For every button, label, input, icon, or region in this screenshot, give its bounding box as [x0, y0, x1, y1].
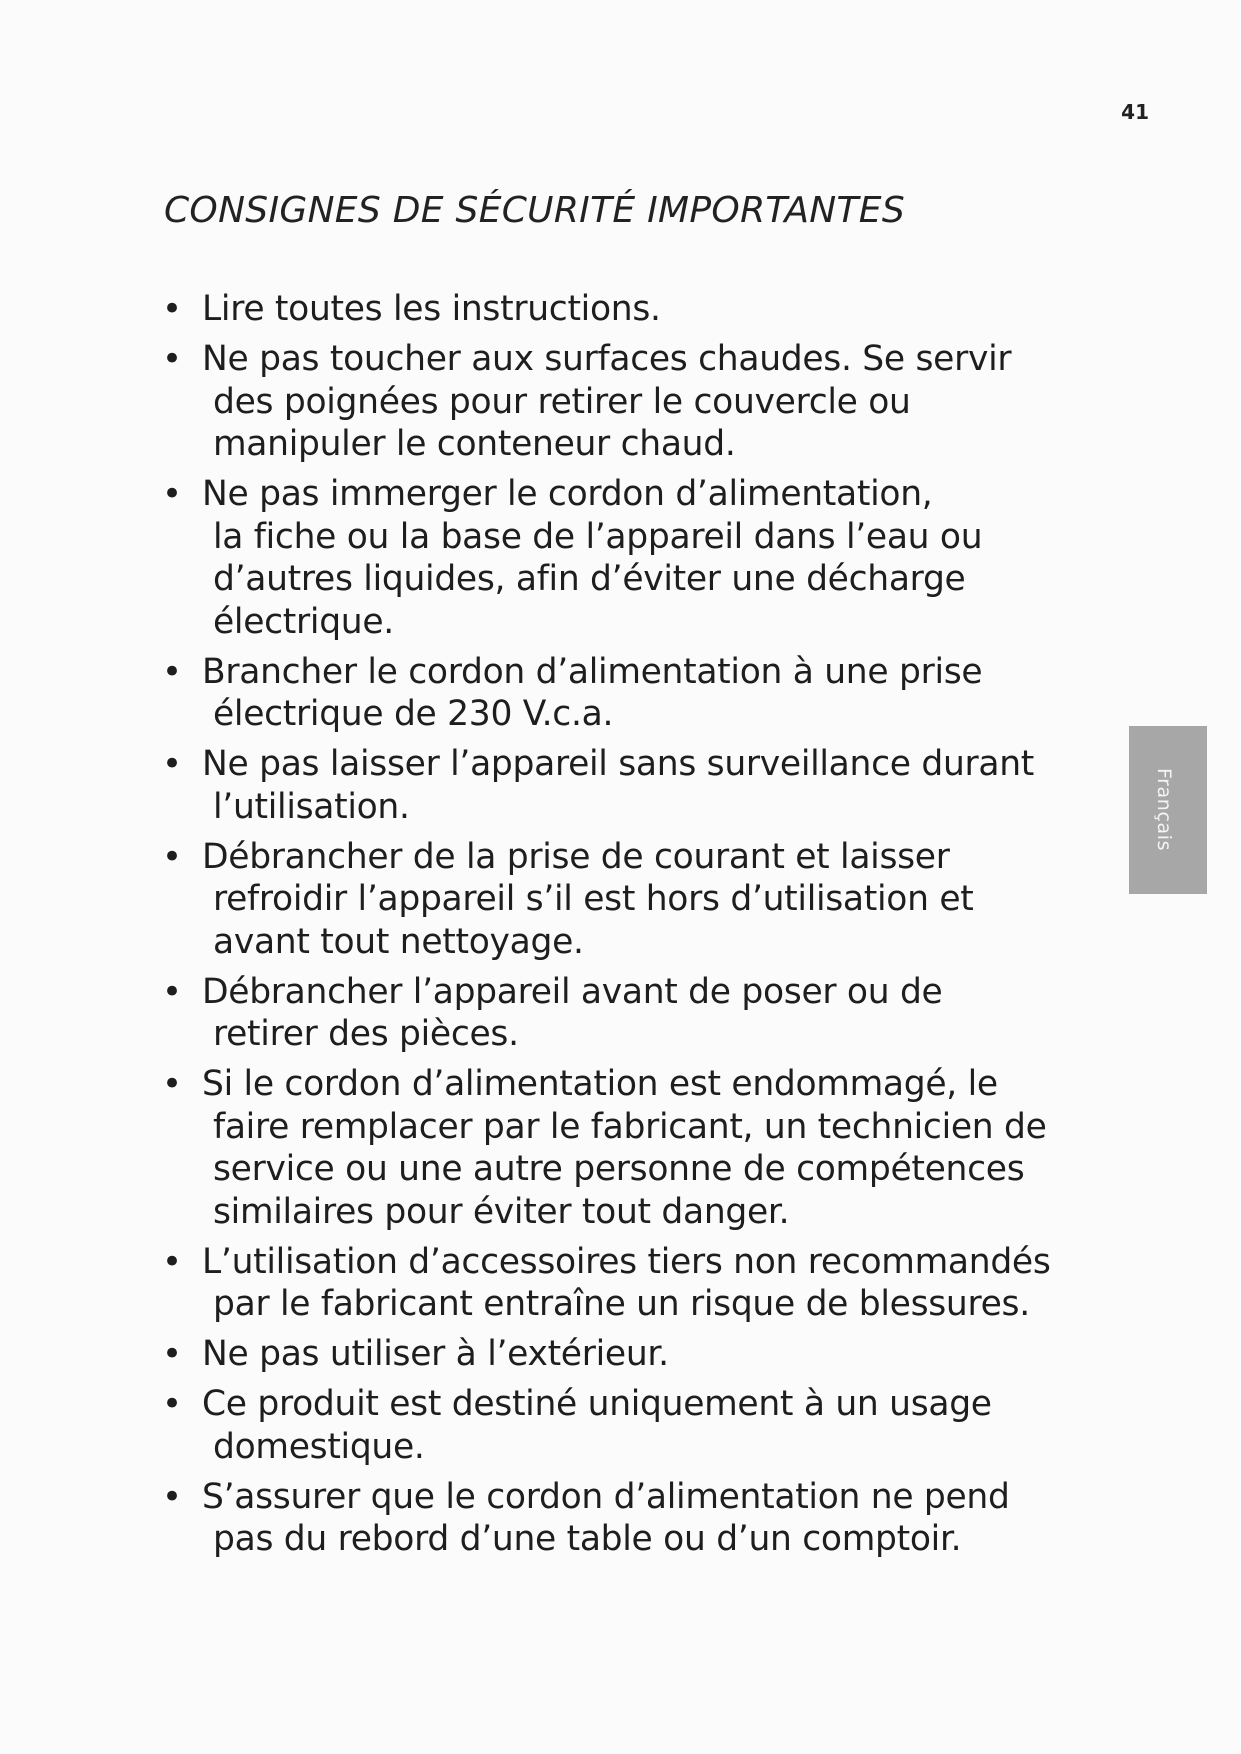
list-item-line: électrique.: [213, 601, 394, 642]
list-item-line: domestique.: [213, 1426, 425, 1467]
bullet-icon: •: [162, 971, 182, 1012]
list-item-line: L’utilisation d’accessoires tiers non recommandés: [202, 1241, 1051, 1282]
list-item-line: Débrancher de la prise de courant et laisser: [202, 836, 950, 877]
list-item-line: refroidir l’appareil s’il est hors d’utilisation et: [213, 879, 974, 919]
list-item-line: Ne pas laisser l’appareil sans surveillance durant: [202, 744, 1035, 784]
bullet-icon: •: [162, 651, 182, 692]
list-item-line: manipuler le conteneur chaud.: [213, 424, 736, 464]
list-item-line: Brancher le cordon d’alimentation à une prise: [202, 651, 983, 692]
list-item-line: similaires pour éviter tout danger.: [213, 1191, 790, 1232]
list-item-line: avant tout nettoyage.: [213, 921, 584, 962]
bullet-icon: •: [162, 289, 182, 329]
safety-instructions-list: [162, 288, 1062, 1568]
list-item-line: électrique de 230 V.c.a.: [213, 694, 614, 734]
list-item-line: par le fabricant entraîne un risque de blessures.: [213, 1284, 1030, 1324]
list-item-line: la fiche ou la base de l’appareil dans l’eau ou: [213, 516, 983, 557]
list-item: [162, 1063, 1062, 1233]
bullet-icon: •: [162, 339, 182, 379]
list-item: [162, 288, 1062, 331]
bullet-icon: •: [162, 744, 182, 784]
list-item: [162, 473, 1062, 643]
bullet-icon: •: [162, 836, 182, 877]
list-item: [162, 1476, 1062, 1561]
list-item-line: service ou une autre personne de compétences: [213, 1149, 1025, 1189]
list-item: [162, 1383, 1062, 1468]
page-number: 41: [1121, 100, 1149, 124]
list-item: [162, 836, 1062, 964]
bullet-icon: •: [162, 1384, 182, 1424]
list-item-line: Lire toutes les instructions.: [202, 289, 661, 329]
list-item-line: retirer des pièces.: [213, 1014, 519, 1054]
bullet-icon: •: [162, 1476, 182, 1517]
list-item-line: Ne pas utiliser à l’extérieur.: [202, 1334, 669, 1374]
list-item: [162, 1333, 1062, 1376]
list-item-line: Ne pas toucher aux surfaces chaudes. Se servir: [202, 339, 1012, 379]
bullet-icon: •: [162, 1064, 182, 1104]
list-item-line: Débrancher l’appareil avant de poser ou de: [202, 971, 943, 1012]
list-item-line: Ce produit est destiné uniquement à un usage: [202, 1384, 992, 1424]
list-item-line: Ne pas immerger le cordon d’alimentation,: [202, 474, 933, 514]
language-tab-label: Français: [1153, 768, 1175, 852]
page-title: CONSIGNES DE SÉCURITÉ IMPORTANTES: [164, 190, 906, 231]
language-tab: [1129, 726, 1207, 894]
list-item-line: l’utilisation.: [213, 786, 410, 827]
bullet-icon: •: [162, 1334, 182, 1374]
list-item-line: d’autres liquides, afin d’éviter une décharge: [213, 559, 966, 599]
list-item-line: des poignées pour retirer le couvercle ou: [213, 381, 911, 422]
bullet-icon: •: [162, 1241, 182, 1282]
list-item-line: pas du rebord d’une table ou d’un comptoir.: [213, 1519, 962, 1559]
list-item: [162, 971, 1062, 1056]
list-item-line: S’assurer que le cordon d’alimentation ne pend: [202, 1476, 1010, 1517]
bullet-icon: •: [162, 474, 182, 514]
list-item-line: faire remplacer par le fabricant, un technicien de: [213, 1106, 1047, 1147]
list-item-line: Si le cordon d’alimentation est endommagé, le: [202, 1064, 998, 1104]
list-item: [162, 743, 1062, 828]
list-item: [162, 651, 1062, 736]
list-item: [162, 338, 1062, 466]
list-item: [162, 1241, 1062, 1326]
